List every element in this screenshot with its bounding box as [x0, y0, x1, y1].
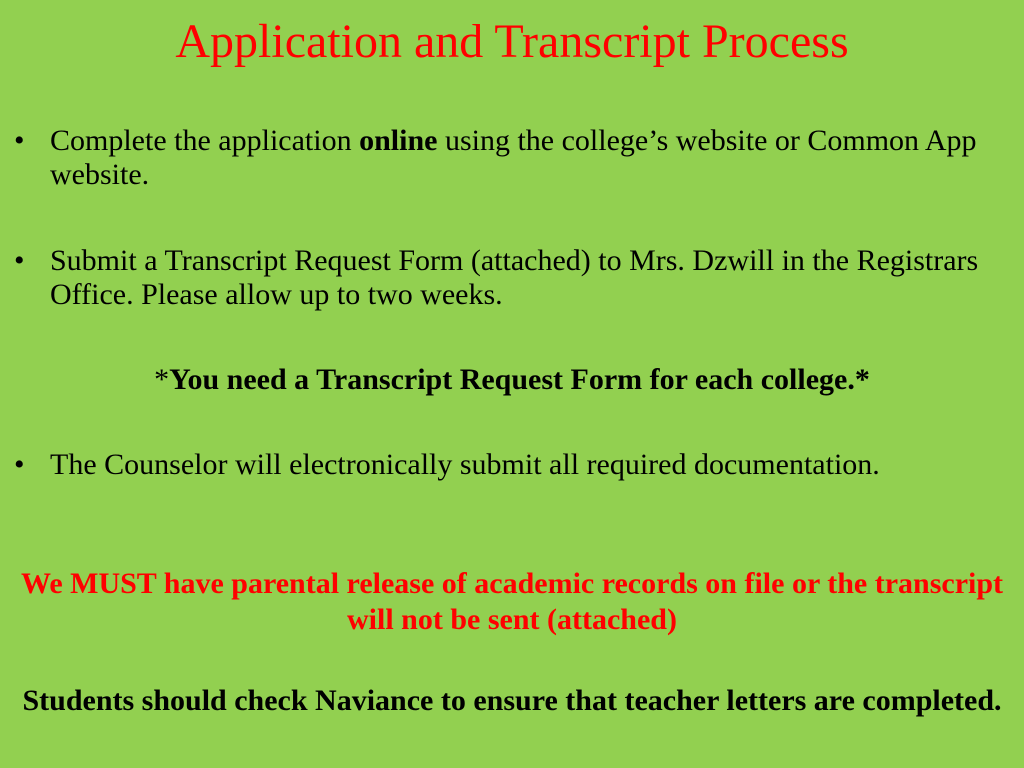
bullet-icon: •: [14, 244, 25, 277]
bullet-text: [50, 124, 1010, 192]
bullet-text-after: using the college’s website or Common App website.: [50, 124, 977, 191]
parental-release-warning: We MUST have parental release of academic records on file or the transcript will not be sent (attached): [20, 567, 1004, 636]
note-prefix: *: [154, 363, 170, 396]
bullet-text-bold: online: [359, 124, 438, 157]
bullet-text: Submit a Transcript Request Form (attached) to Mrs. Dzwill in the Registrars Office. Please allow up to two weeks.: [50, 244, 979, 311]
bullet-text-before: Complete the application: [50, 124, 360, 157]
bullet-icon: •: [14, 448, 25, 481]
bullet-icon: •: [14, 124, 25, 157]
note-text: You need a Transcript Request Form for each college.*: [169, 363, 870, 396]
bullet-text: The Counselor will electronically submit all required documentation.: [50, 448, 880, 481]
slide-title: Application and Transcript Process: [175, 15, 849, 68]
naviance-note: Students should check Naviance to ensure that teacher letters are completed.: [22, 684, 1002, 717]
transcript-form-note: [20, 362, 1004, 398]
